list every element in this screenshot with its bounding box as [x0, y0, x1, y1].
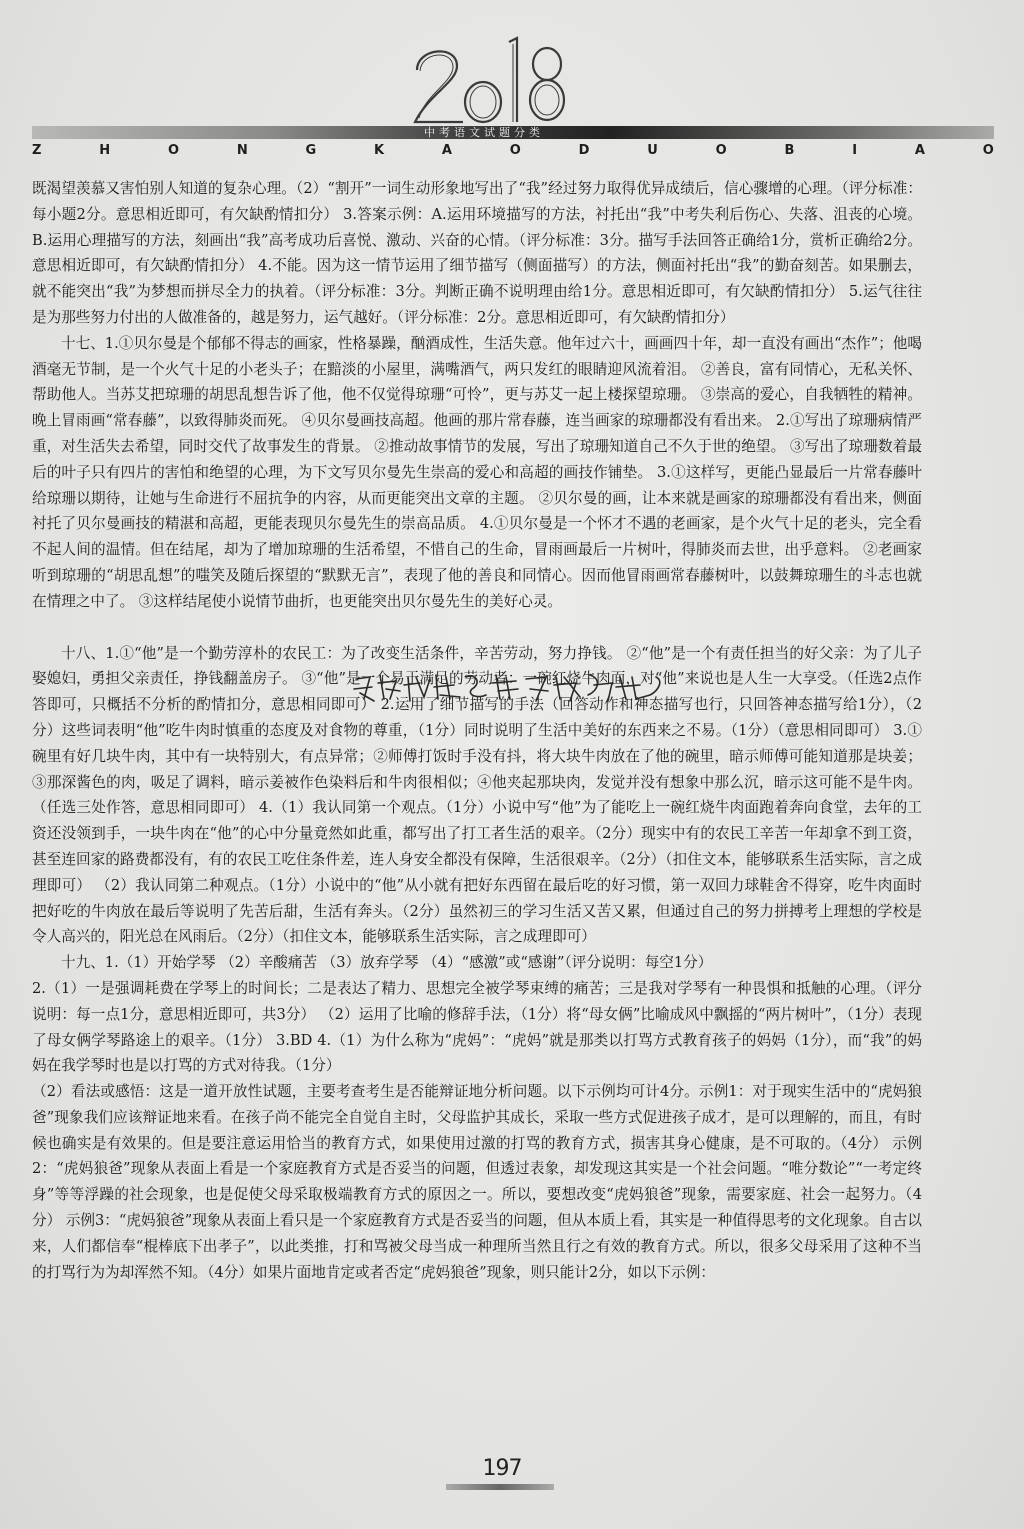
answer-paragraph: （2）看法或感悟：这是一道开放性试题，主要考查考生是否能辩证地分析问题。以下示例均可计4分。示例1：对于现实生活中的“虎妈狼爸”现象我们应该辩证地来看。在孩子尚不能完全自觉自主时，父母监护其成长，采取一些方式促进孩子成才，是可以理解的，而且，有时候也确实是有效果的。但是要注意运用恰当的教育方式，如果使用过激的打骂的教育方式，损害其身心健康，是不可取的。（4分） 示例2：“虎妈狼爸”现象从表面上看是一个家庭教育方式是否妥当的问题，但透过表象，却发现这其实是一个社会问题。“唯分数论”“一考定终身”等等浮躁的社会现象，也是促使父母采取极端教育方式的原因之一。所以，要想改变“虎妈狼爸”现象，需要家庭、社会一起努力。（4分） 示例3：“虎妈狼爸”现象从表面上看只是一个家庭教育方式是否妥当的问题，但从本质上看，其实是一种值得思考的文化现象。自古以来，人们都信奉“棍棒底下出孝子”，以此类推，打和骂被父母当成一种理所当然且行之有效的教育方式。所以，很多父母采用了这种不当的打骂行为为却浑然不知。（4分）如果片面地肯定或者否定“虎妈狼爸”现象，则只能计2分，如以下示例： [32, 1083, 922, 1281]
answer-paragraph: 十八、1.①“他”是一个勤劳淳朴的农民工：为了改变生活条件，辛苦劳动，努力挣钱。 ②“他”是一个有责任担当的好父亲：为了儿子娶媳妇，勇担父亲责任，挣钱翻盖房子。 ③“他”是一个易于满足的劳动者：一碗红烧牛肉面，对“他”来说也是人生一大享受。（任选2点作答即可，只概括不分析的酌情扣分，意思相同即可） 2.运用了细节描写的手法（回答动作和神态描写也行，只回答神态描写给1分），（2分）这些词表明“他”吃牛肉时慎重的态度及对食物的尊重，（1分）同时说明了生活中美好的东西来之不易。（1分）（意思相同即可） 3.①碗里有好几块牛肉，其中有一块特别大，有点异常；②师傅打饭时手没有抖，将大块牛肉放在了他的碗里，暗示师傅可能知道那是块姜；③那深酱色的肉，吸足了调料，暗示姜被作色染料后和牛肉很相似；④他夹起那块肉，发觉并没有想象中那么沉，暗示这可能不是牛肉。（任选三处作答，意思相同即可） 4.（1）我认同第一个观点。（1分）小说中写“他”为了能吃上一碗红烧牛肉面跑着奔向食堂，去年的工资还没领到手，一块牛肉在“他”的心中分量竟然如此重，都写出了打工者生活的艰辛。（2分）现实中有的农民工辛苦一年却拿不到工资，甚至连回家的路费都没有，有的农民工吃住条件差，连人身安全都没有保障，生活很艰辛。（2分）（扣住文本，能够联系生活实际，言之成理即可） （2）我认同第二种观点。（1分）小说中的“他”从小就有把好东西留在最后吃的好习惯，第一双回力球鞋舍不得穿，吃牛肉面时把好吃的牛肉放在最后等说明了先苦后甜，生活有奔头。（2分）虽然初三的学习生活又苦又累，但通过自己的努力拼搏考上理想的学校是令人高兴的，阳光总在风雨后。（2分）（扣住文本，能够联系生活实际，言之成理即可） [32, 644, 922, 946]
pinyin-letter: Z [32, 143, 42, 158]
page-number: 197 [482, 1456, 522, 1481]
handwritten-annotation [350, 669, 670, 705]
answer-paragraph: 2.（1）一是强调耗费在学琴上的时间长；二是表达了精力、思想完全被学琴束缚的痛苦；三是我对学琴有一种畏惧和抵触的心理。（评分说明：每一点1分，意思相近即可，共3分） （2）运用了比喻的修辞手法，（1分）将“母女俩”比喻成风中飘摇的“两片树叶”，（1分）表现了母女俩学琴路途上的艰辛。（1分） 3.BD 4.（1）为什么称为“虎妈”：“虎妈”就是那类以打骂方式教育孩子的妈妈（1分），而“我”的妈妈在我学琴时也是以打骂的方式对待我。（1分） [32, 979, 922, 1075]
year-logo [405, 30, 575, 130]
pinyin-letter: A [441, 143, 452, 158]
answer-paragraph: 十九、1.（1）开始学琴 （2）辛酸痛苦 （3）放弃学琴 （4）“感激”或“感谢”（评分说明：每空1分） [61, 954, 713, 972]
page-number-bar [446, 1484, 554, 1490]
pinyin-letter: D [578, 143, 590, 158]
header-pinyin [32, 143, 994, 161]
pinyin-letter: O [167, 143, 180, 158]
pinyin-letter: O [715, 143, 727, 158]
pinyin-letter: U [647, 143, 658, 158]
pinyin-letter: N [236, 143, 248, 158]
pinyin-letter: G [305, 143, 317, 158]
pinyin-letter: I [852, 143, 858, 158]
answer-content [32, 176, 922, 1285]
pinyin-letter: O [509, 143, 521, 158]
pinyin-letter: O [982, 143, 994, 158]
pinyin-letter: H [99, 143, 111, 158]
pinyin-letter: K [374, 143, 385, 158]
answer-paragraph: 十七、1.①贝尔曼是个郁郁不得志的画家，性格暴躁，酗酒成性，生活失意。他年过六十，画画四十年，却一直没有画出“杰作”；他喝酒毫无节制，是一个火气十足的小老头子；在黯淡的小屋里，满嘴酒气，两只发红的眼睛迎风流着泪。 ②善良，富有同情心，无私关怀、帮助他人。当苏艾把琼珊的胡思乱想告诉了他，他不仅觉得琼珊“可怜”，更与苏艾一起上楼探望琼珊。 ③崇高的爱心，自我牺牲的精神。晚上冒雨画“常春藤”，以致得肺炎而死。 ④贝尔曼画技高超。他画的那片常春藤，连当画家的琼珊都没有看出来。 2.①写出了琼珊病情严重，对生活失去希望，同时交代了故事发生的背景。 ②推动故事情节的发展，写出了琼珊知道自己不久于世的绝望。 ③写出了琼珊数着最后的叶子只有四片的害怕和绝望的心理，为下文写贝尔曼先生崇高的爱心和高超的画技作铺垫。 3.①这样写，更能凸显最后一片常春藤叶给琼珊以期待，让她与生命进行不屈抗争的内容，从而更能突出文章的主题。 ②贝尔曼的画，让本来就是画家的琼珊都没有看出来，侧面衬托了贝尔曼画技的精湛和高超，更能表现贝尔曼先生的崇高品质。 4.①贝尔曼是一个怀才不遇的老画家，是个火气十足的老头，完全看不起人间的温情。但在结尾，却为了增加琼珊的生活希望，不惜自己的生命，冒雨画最后一片树叶，得肺炎而去世，出乎意料。 ②老画家听到琼珊的“胡思乱想”的嗤笑及随后探望的“默默无言”，表现了他的善良和同情心。因而他冒雨画常春藤树叶，以鼓舞琼珊生的斗志也就在情理之中了。 ③这样结尾使小说情节曲折，也更能突出贝尔曼先生的美好心灵。 [32, 334, 922, 610]
pinyin-letter: A [914, 143, 925, 158]
answer-paragraph: 既渴望羡慕又害怕别人知道的复杂心理。（2）“割开”一词生动形象地写出了“我”经过努力取得优异成绩后，信心骤增的心理。（评分标准：每小题2分。意思相近即可，有欠缺酌情扣分） 3.答案示例：A.运用环境描写的方法，衬托出“我”中考失利后伤心、失落、沮丧的心境。 B.运用心理描写的方法，刻画出“我”高考成功后喜悦、激动、兴奋的心情。（评分标准：3分。描写手法回答正确给1分，赏析正确给2分。意思相近即可，有欠缺酌情扣分） 4.不能。因为这一情节运用了细节描写（侧面描写）的方法，侧面衬托出“我”的勤奋刻苦。如果删去，就不能突出“我”为梦想而拼尽全力的执着。（评分标准：3分。判断正确不说明理由给1分。意思相近即可，有欠缺酌情扣分） 5.运气往往是为那些努力付出的人做准备的，越是努力，运气越好。（评分标准：2分。意思相近即可，有欠缺酌情扣分） [32, 180, 922, 326]
header-title: 中考语文试题分类 [424, 126, 544, 139]
pinyin-letter: B [784, 143, 795, 158]
